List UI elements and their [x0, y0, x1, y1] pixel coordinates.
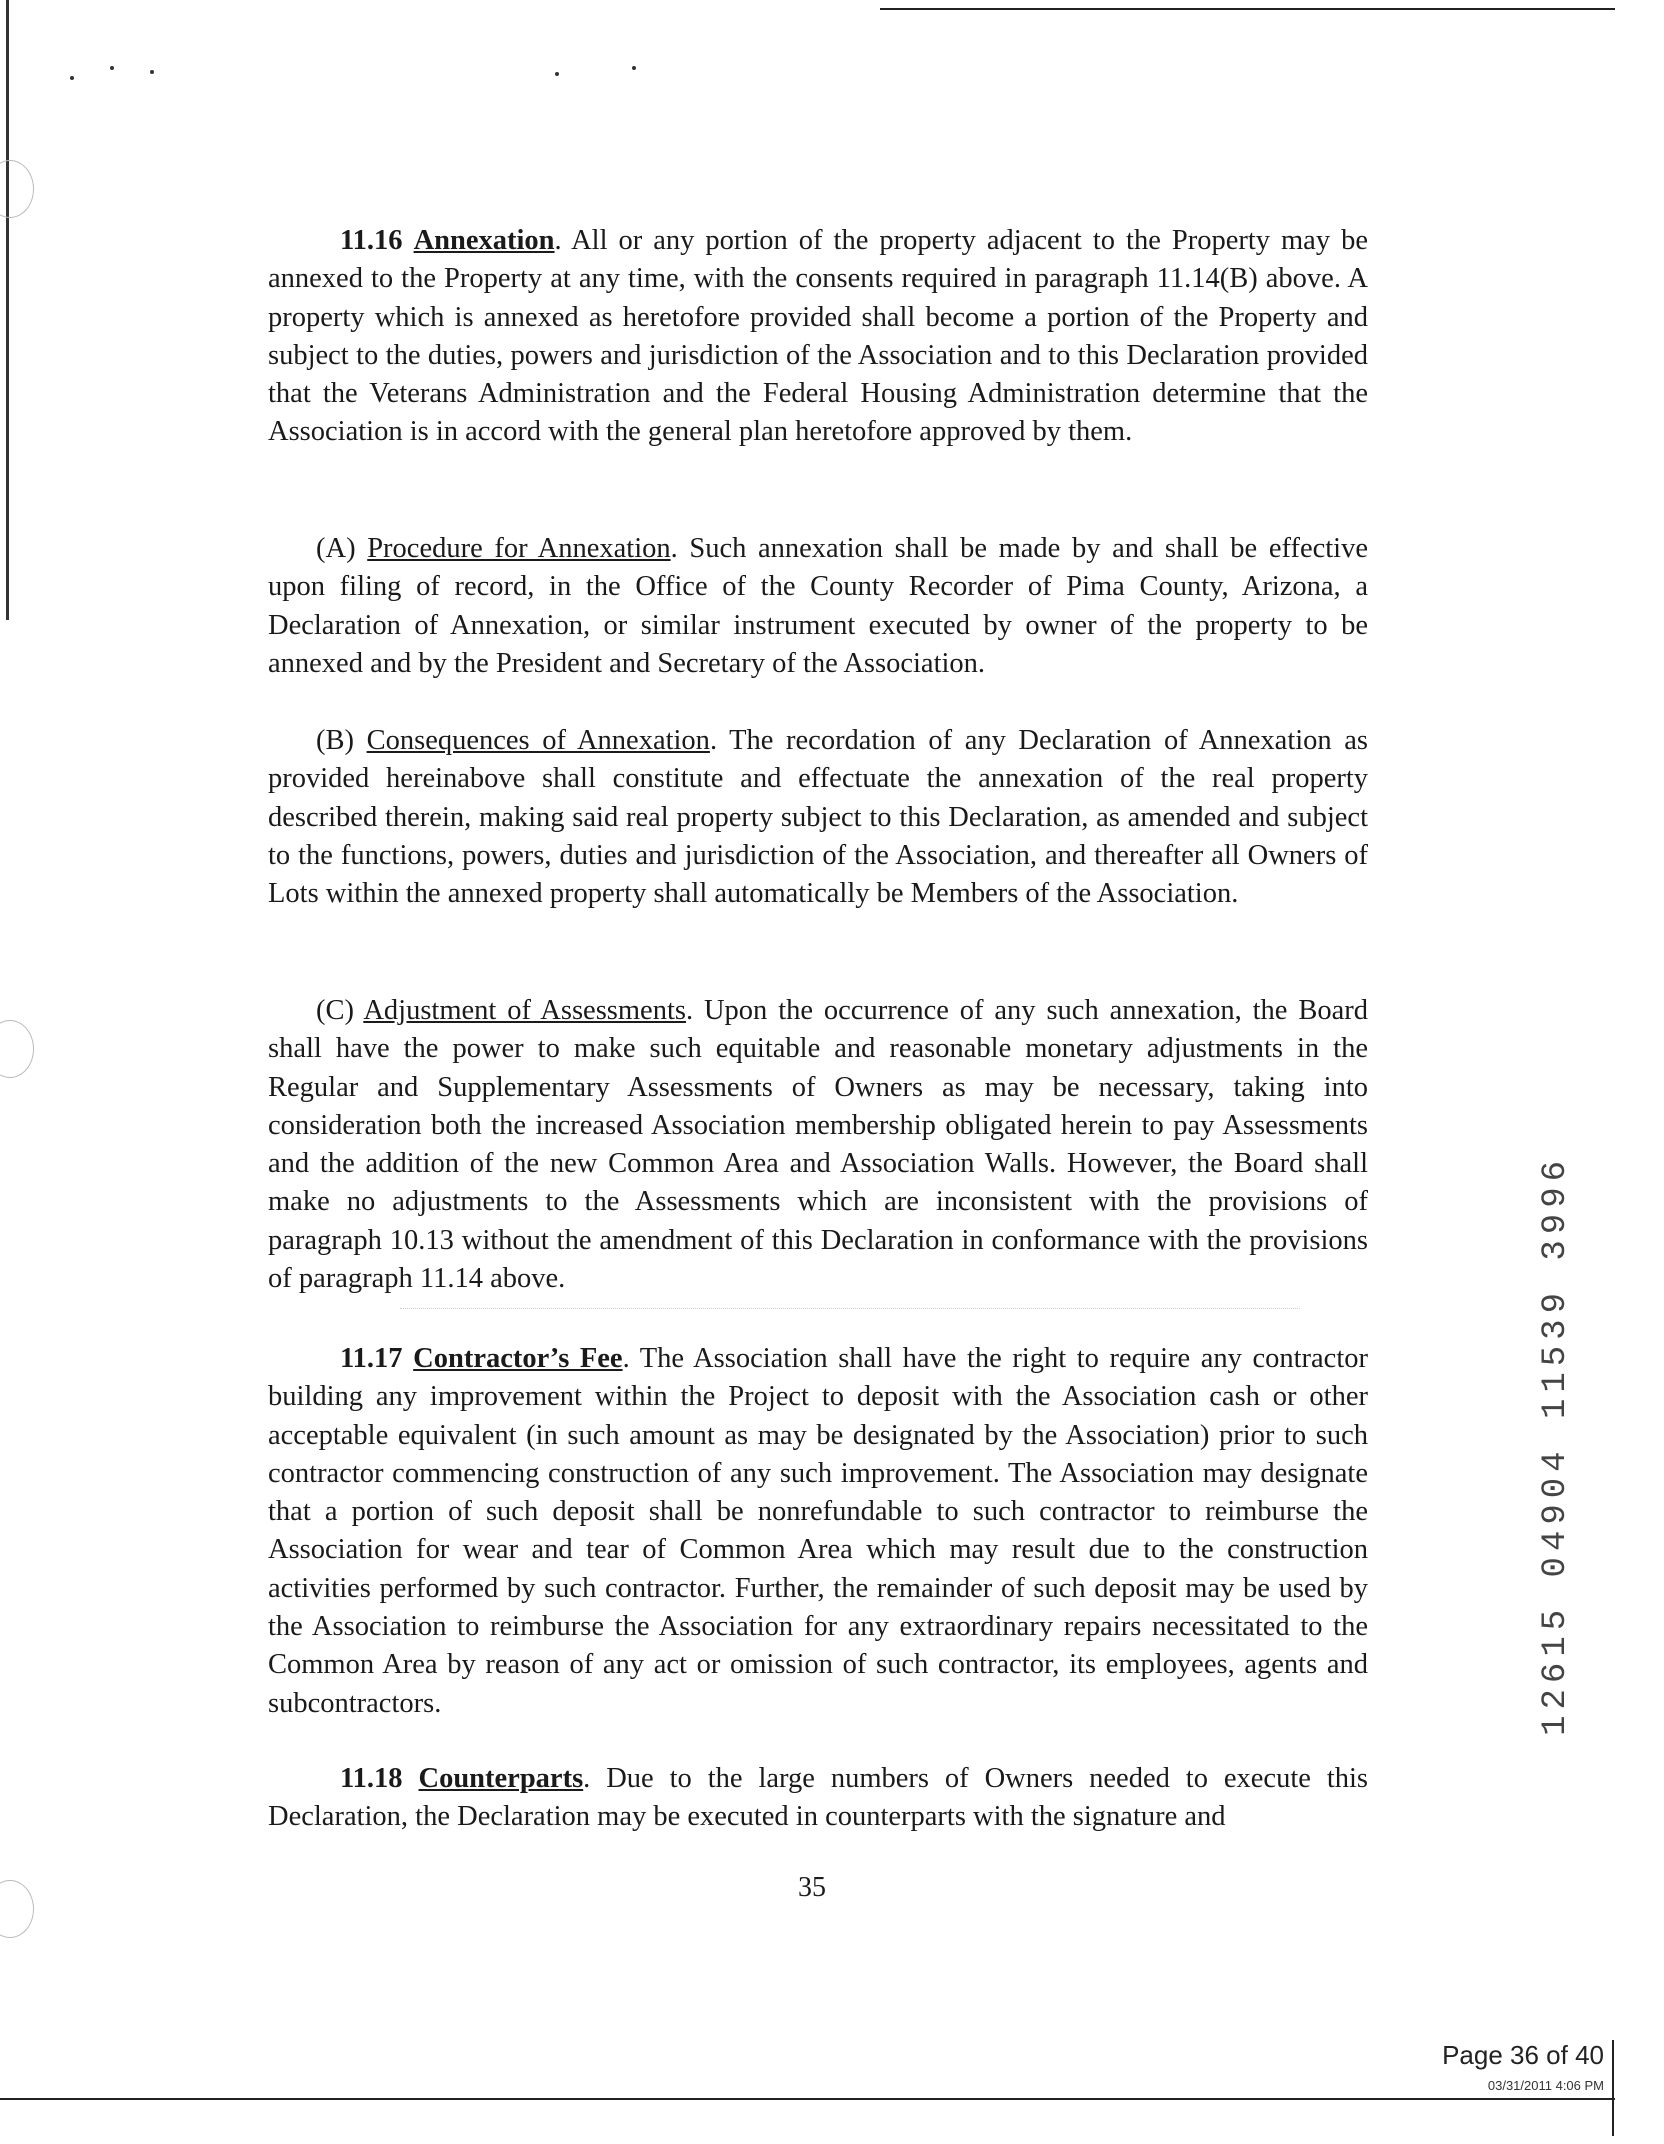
- scan-speck: [70, 76, 74, 80]
- page-border-left: [6, 0, 9, 620]
- footer-timestamp: 03/31/2011 4:06 PM: [1487, 2078, 1604, 2093]
- scan-speck: [555, 72, 559, 76]
- subsection-11-16-a: [268, 530, 1368, 683]
- subsection-label: (B): [316, 725, 354, 756]
- section-11-16: [268, 222, 1368, 452]
- punch-hole-middle: [0, 1020, 34, 1078]
- punch-hole-bottom: [0, 1880, 34, 1938]
- section-text: . The Association shall have the right to require any contractor building any improvement within the Project to deposit with the Association cash or other acceptable equivalent (in such amount as may be designated by the Association) prior to such contractor commencing construction of any such improvement. The Association may designate that a portion of such deposit shall be nonrefundable to such contractor to reimburse the Association for wear and tear of Common Area which may result due to the construction activities performed by such contractor. Further, the remainder of such deposit may be used by the Association to reimburse the Association for any extraordinary repairs necessitated to the Common Area by reason of any act or omission of such contractor, its employees, agents and subcontractors.: [268, 1343, 1368, 1719]
- section-text: . All or any portion of the property adjacent to the Property may be annexed to the Property at any time, with the consents required in paragraph 11.14(B) above. A property which is annexed as heretofore provided shall become a portion of the Property and subject to the duties, powers and jurisdiction of the Association and to this Declaration provided that the Veterans Administration and the Federal Housing Administration determine that the Association is in accord with the general plan heretofore approved by them.: [268, 225, 1368, 448]
- section-11-18: [268, 1760, 1368, 1837]
- scan-dotted-line: [400, 1308, 1300, 1309]
- recording-stamp: 12615 04904 11539 3996: [1537, 1155, 1575, 1736]
- subsection-text: . Upon the occurrence of any such annexation, the Board shall have the power to make such equitable and reasonable monetary adjustments in the Regular and Supplementary Assessments of Owners as may be necessary, taking into consideration both the increased Association membership obligated herein to pay Assessments and the addition of the new Common Area and Association Walls. However, the Board shall make no adjustments to the Assessments which are inconsistent with the provisions of paragraph 10.13 without the amendment of this Declaration in conformance with the provisions of paragraph 11.14 above.: [268, 995, 1368, 1295]
- section-11-17: [268, 1340, 1368, 1723]
- subsection-title: Procedure for Annexation: [367, 533, 671, 564]
- subsection-label: (A): [316, 533, 356, 564]
- page-number: 35: [798, 1872, 826, 1903]
- subsection-label: (C): [316, 995, 354, 1026]
- page-border-top: [880, 8, 1615, 10]
- page-border-right: [1612, 2040, 1614, 2136]
- punch-hole-top: [0, 160, 34, 218]
- section-number: 11.17: [340, 1343, 403, 1374]
- subsection-11-16-c: [268, 992, 1368, 1298]
- footer-page-count: Page 36 of 40: [1442, 2040, 1604, 2070]
- page-border-bottom: [0, 2098, 1615, 2100]
- subsection-title: Adjustment of Assessments: [363, 995, 686, 1026]
- scan-speck: [110, 66, 114, 70]
- scan-speck: [150, 70, 154, 74]
- section-number: 11.18: [340, 1763, 403, 1794]
- section-title: Annexation: [413, 225, 555, 256]
- subsection-11-16-b: [268, 722, 1368, 913]
- subsection-text: . Such annexation shall be made by and shall be effective upon filing of record, in the Office of the County Recorder of Pima County, Arizona, a Declaration of Annexation, or similar instrument executed by owner of the property to be annexed and by the President and Secretary of the Association.: [268, 533, 1368, 679]
- section-title: Counterparts: [418, 1763, 584, 1794]
- scan-speck: [632, 66, 636, 70]
- section-title: Contractor’s Fee: [413, 1343, 623, 1374]
- section-number: 11.16: [340, 225, 403, 256]
- section-text: . Due to the large numbers of Owners needed to execute this Declaration, the Declaration may be executed in counterparts with the signature and: [268, 1763, 1369, 1833]
- subsection-text: . The recordation of any Declaration of Annexation as provided hereinabove shall constitute and effectuate the annexation of the real property described therein, making said real property subject to this Declaration, as amended and subject to the functions, powers, duties and jurisdiction of the Association, and thereafter all Owners of Lots within the annexed property shall automatically be Members of the Association.: [268, 725, 1368, 910]
- subsection-title: Consequences of Annexation: [366, 725, 710, 756]
